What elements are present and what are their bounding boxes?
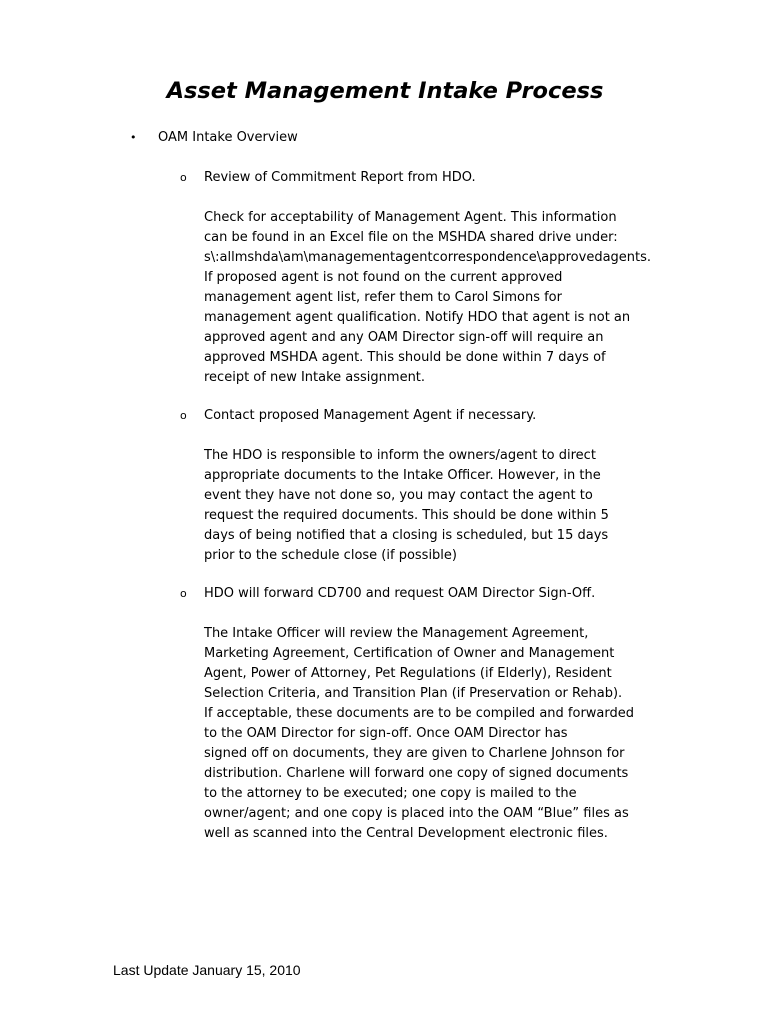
- bullet-icon: •: [130, 131, 137, 144]
- paragraph-line: distribution. Charlene will forward one copy of signed documents: [204, 766, 629, 781]
- footer-last-update: Last Update January 15, 2010: [113, 962, 301, 978]
- paragraph-line: s\:allmshda\am\managementagentcorrespondence\approvedagents.: [204, 250, 652, 265]
- subsection-heading: Contact proposed Management Agent if necessary.: [204, 408, 537, 423]
- paragraph-line: can be found in an Excel file on the MSHDA shared drive under:: [204, 230, 618, 245]
- paragraph-line: to the attorney to be executed; one copy is mailed to the: [204, 786, 577, 801]
- paragraph-line: If acceptable, these documents are to be compiled and forwarded: [204, 706, 635, 721]
- paragraph-line: approved MSHDA agent. This should be done within 7 days of: [204, 350, 606, 365]
- paragraph-line: owner/agent; and one copy is placed into the OAM “Blue” files as: [204, 806, 629, 821]
- paragraph-line: event they have not done so, you may contact the agent to: [204, 488, 593, 503]
- paragraph-line: management agent qualification. Notify HDO that agent is not an: [204, 310, 631, 325]
- paragraph-line: management agent list, refer them to Carol Simons for: [204, 290, 562, 305]
- paragraph-line: If proposed agent is not found on the current approved: [204, 270, 563, 285]
- paragraph-line: request the required documents. This should be done within 5: [204, 508, 609, 523]
- sub-bullet-icon: o: [180, 171, 187, 184]
- paragraph-line: signed off on documents, they are given to Charlene Johnson for: [204, 746, 625, 761]
- page-title: Asset Management Intake Process: [166, 78, 604, 104]
- subsection-heading: HDO will forward CD700 and request OAM Director Sign-Off.: [204, 586, 596, 601]
- paragraph-line: Check for acceptability of Management Agent. This information: [204, 210, 617, 225]
- paragraph-line: to the OAM Director for sign-off. Once OAM Director has: [204, 726, 568, 741]
- paragraph-line: prior to the schedule close (if possible): [204, 548, 457, 563]
- paragraph-line: Selection Criteria, and Transition Plan (if Preservation or Rehab).: [204, 686, 623, 701]
- paragraph-line: The Intake Officer will review the Management Agreement,: [204, 626, 589, 641]
- subsection-paragraph: [204, 446, 664, 566]
- subsection-heading: Review of Commitment Report from HDO.: [204, 170, 476, 185]
- paragraph-line: Agent, Power of Attorney, Pet Regulations (if Elderly), Resident: [204, 666, 612, 681]
- paragraph-line: The HDO is responsible to inform the owners/agent to direct: [204, 448, 596, 463]
- paragraph-line: well as scanned into the Central Development electronic files.: [204, 826, 608, 841]
- paragraph-line: approved agent and any OAM Director sign-off will require an: [204, 330, 604, 345]
- sub-bullet-icon: o: [180, 409, 187, 422]
- paragraph-line: days of being notified that a closing is scheduled, but 15 days: [204, 528, 609, 543]
- sub-bullet-icon: o: [180, 587, 187, 600]
- paragraph-line: Marketing Agreement, Certification of Owner and Management: [204, 646, 615, 661]
- paragraph-line: receipt of new Intake assignment.: [204, 370, 426, 385]
- bullet-label: OAM Intake Overview: [158, 130, 298, 145]
- subsection-paragraph: [204, 208, 664, 388]
- subsection-paragraph: [204, 624, 664, 844]
- paragraph-line: appropriate documents to the Intake Officer. However, in the: [204, 468, 601, 483]
